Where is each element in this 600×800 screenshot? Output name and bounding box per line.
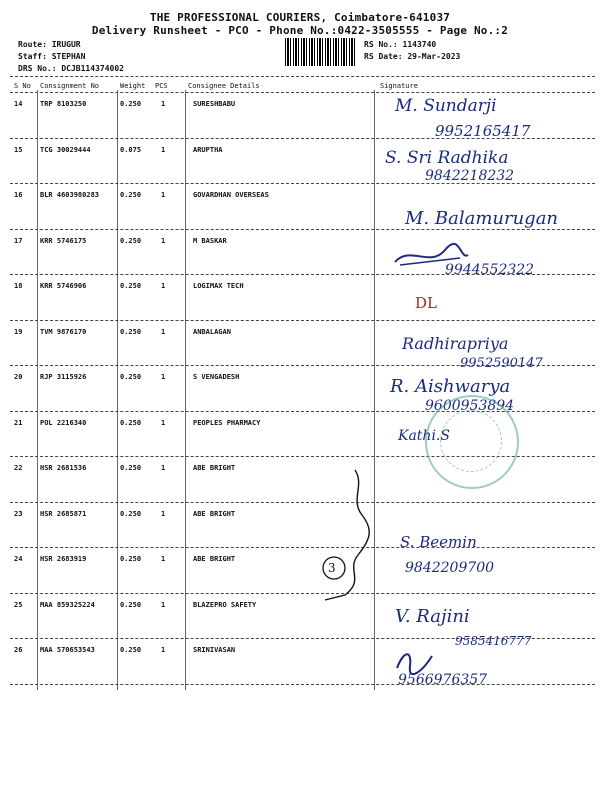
row-consignment: BLR 4603980283 — [40, 191, 100, 199]
signature-14: M. Sundarji — [395, 96, 497, 116]
row-sno: 16 — [14, 191, 23, 199]
signature-20: R. Aishwarya — [390, 376, 511, 397]
column-divider — [37, 90, 38, 690]
circled-number: 3 — [328, 561, 336, 575]
row-consignee: ANBALAGAN — [193, 327, 231, 336]
row-consignment: TVM 9876170 — [40, 327, 87, 336]
row-weight: 0.250 — [120, 282, 142, 290]
col-consignment: Consignment No — [40, 82, 100, 90]
row-pcs: 1 — [161, 100, 166, 108]
row-pcs: 1 — [161, 464, 166, 472]
row-weight: 0.250 — [120, 464, 142, 472]
rs-date: RS Date: 29-Mar-2023 — [364, 52, 461, 61]
row-sno: 14 — [14, 100, 23, 108]
bracket-scribble — [310, 465, 380, 605]
row-pcs: 1 — [161, 282, 166, 290]
row-consignee: ABE BRIGHT — [193, 509, 236, 518]
row-divider — [10, 593, 595, 594]
row-sno: 21 — [14, 418, 23, 427]
phone-25: 9585416777 — [455, 634, 532, 648]
row-sno: 17 — [14, 236, 23, 245]
column-divider — [185, 90, 186, 690]
col-sno: S No — [14, 82, 31, 90]
row-pcs: 1 — [161, 418, 166, 427]
row-consignee: M BASKAR — [193, 236, 227, 245]
row-sno: 24 — [14, 555, 23, 563]
header-rule-top — [10, 76, 595, 77]
row-sno: 19 — [14, 327, 23, 336]
row-sno: 26 — [14, 646, 23, 654]
row-weight: 0.250 — [120, 327, 142, 336]
row-sno: 23 — [14, 509, 23, 518]
row-consignee: PEOPLES PHARMACY — [193, 418, 261, 427]
row-weight: 0.250 — [120, 191, 142, 199]
row-sno: 18 — [14, 282, 23, 290]
phone-24: 9842209700 — [405, 560, 495, 576]
signature-15: S. Sri Radhika — [385, 148, 509, 168]
row-consignee: SRINIVASAN — [193, 646, 236, 654]
signature-23: S. Beemin — [400, 533, 477, 551]
col-weight: Weight — [120, 82, 146, 90]
row-weight: 0.250 — [120, 509, 142, 518]
row-divider — [10, 502, 595, 503]
row-weight: 0.075 — [120, 145, 142, 154]
row-pcs: 1 — [161, 327, 166, 336]
row-pcs: 1 — [161, 236, 166, 245]
row-pcs: 1 — [161, 191, 166, 199]
company-title: THE PROFESSIONAL COURIERS, Coimbatore-641037 — [149, 11, 451, 24]
row-consignment: RJP 3115926 — [40, 373, 87, 381]
signature-25: V. Rajini — [395, 606, 470, 627]
route-label: Route: IRUGUR — [18, 40, 81, 49]
row-weight: 0.250 — [120, 236, 142, 245]
header-rule-bottom — [10, 92, 595, 93]
row-weight: 0.250 — [120, 646, 142, 654]
row-consignment: HSR 2685871 — [40, 509, 87, 518]
row-sno: 22 — [14, 464, 23, 472]
phone-19: 9952590147 — [460, 356, 543, 371]
row-consignment: HSR 2683919 — [40, 555, 87, 563]
barcode — [285, 38, 355, 66]
row-consignee: LOGIMAX TECH — [193, 282, 244, 290]
phone-17: 9944552322 — [445, 262, 535, 278]
phone-20: 9600953894 — [425, 398, 515, 414]
staff-label: Staff: STEPHAN — [18, 52, 86, 61]
row-pcs: 1 — [161, 373, 166, 381]
row-pcs: 1 — [161, 509, 166, 518]
drs-number: DRS No.: DCJB114374002 — [18, 64, 124, 73]
signature-21: Kathi.S — [398, 428, 450, 444]
rs-number: RS No.: 1143740 — [364, 40, 437, 49]
phone-14: 9952165417 — [435, 122, 531, 140]
row-consignment: TRP 8103250 — [40, 100, 87, 108]
row-consignment: KRR 5746175 — [40, 236, 87, 245]
phone-26: 9566976357 — [398, 672, 488, 688]
row-consignment: KRR 5746906 — [40, 282, 87, 290]
row-pcs: 1 — [161, 600, 166, 609]
row-weight: 0.250 — [120, 600, 142, 609]
row-consignment: TCG 30029444 — [40, 145, 91, 154]
row-weight: 0.250 — [120, 418, 142, 427]
row-consignee: ABE BRIGHT — [193, 555, 236, 563]
row-sno: 15 — [14, 145, 23, 154]
row-consignee: ARUPTHA — [193, 145, 223, 154]
row-consignee: SURESHBABU — [193, 100, 236, 108]
col-pcs: PCS — [155, 82, 168, 90]
row-sno: 25 — [14, 600, 23, 609]
signature-19: Radhirapriya — [402, 334, 509, 353]
row-divider — [10, 320, 595, 321]
row-consignee: BLAZEPRO SAFETY — [193, 600, 257, 609]
signature-16: M. Balamurugan — [405, 208, 559, 229]
column-divider — [117, 90, 118, 690]
row-consignee: S VENGADESH — [193, 373, 240, 381]
row-consignment: POL 2216340 — [40, 418, 87, 427]
row-sno: 20 — [14, 373, 23, 381]
row-weight: 0.250 — [120, 100, 142, 108]
row-divider — [10, 684, 595, 685]
row-consignee: ABE BRIGHT — [193, 464, 236, 472]
row-weight: 0.250 — [120, 555, 142, 563]
row-consignee: GOVARDHAN OVERSEAS — [193, 191, 269, 199]
row-divider — [10, 547, 595, 548]
row-pcs: 1 — [161, 145, 166, 154]
row-weight: 0.250 — [120, 373, 142, 381]
phone-15: 9842218232 — [425, 168, 515, 184]
row-consignment: MAA 859325224 — [40, 600, 95, 609]
col-signature: Signature — [380, 82, 418, 90]
row-consignment: MAA 570653543 — [40, 646, 95, 654]
col-consignee: Consignee Details — [188, 82, 260, 90]
row-consignment: HSR 2681536 — [40, 464, 87, 472]
row-pcs: 1 — [161, 646, 166, 654]
runsheet-subtitle: Delivery Runsheet - PCO - Phone No.:0422-3505555 - Page No.:2 — [91, 24, 509, 37]
delivery-mark-18: DL — [415, 294, 437, 312]
row-pcs: 1 — [161, 555, 166, 563]
